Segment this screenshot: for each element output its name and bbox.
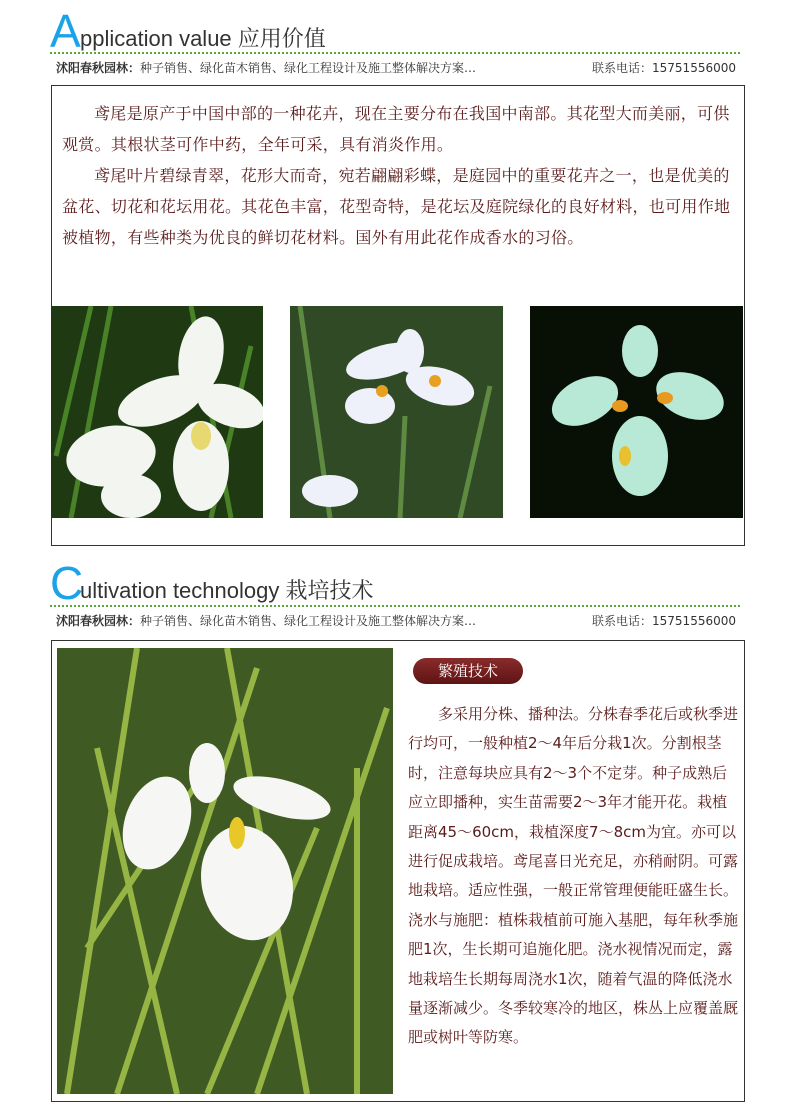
section1-title-en: pplication value [80, 26, 232, 51]
section1-paragraph-2: 鸢尾叶片碧绿青翠，花形大而奇，宛若翩翩彩蝶，是庭园中的重要花卉之一，也是优美的盆花、切花和花坛用花。其花色丰富，花型奇特，是花坛及庭院绿化的良好材料，也可用作地被植物，有些种类为优良的鲜切花材料。国外有用此花作成香水的习俗。 [62, 166, 731, 247]
section1-divider [50, 52, 740, 54]
section2-divider [50, 605, 740, 607]
section2-title-en: ultivation technology [80, 578, 280, 603]
section1-info-bar [52, 57, 740, 77]
section1-company-name: 沭阳春秋园林： [56, 61, 141, 75]
section2-info-bar [52, 610, 740, 630]
section2-title-cn: 栽培技术 [285, 579, 374, 604]
propagation-badge: 繁殖技术 [413, 658, 523, 684]
section2-paragraph: 多采用分株、播种法。分株春季花后或秋季进行均可，一般种植2～4年后分栽1次。分割根茎时，注意每块应具有2～3个不定芽。种子成熟后应立即播种，实生苗需要2～3年才能开花。栽植距离45～60cm，栽植深度7～8cm为宜。亦可以进行促成栽培。鸢尾喜日光充足，亦稍耐阴。可露地栽培。适应性强，一般正常管理便能旺盛生长。浇水与施肥：植株栽植前可施入基肥，每年秋季施肥1次，生长期可追施化肥。浇水视情况而定，露地栽培生长期每周浇水1次，随着气温的降低浇水量逐渐减少。冬季较寒冷的地区，株丛上应覆盖厩肥或树叶等防寒。 [408, 705, 739, 1047]
photo-fringed-iris [290, 306, 503, 518]
photo-blue-iris [530, 306, 743, 518]
section2-title-letter: C [50, 557, 84, 609]
section1-paragraph-1: 鸢尾是原产于中国中部的一种花卉，现在主要分布在我国中南部。其花型大而美丽，可供观赏。其根状茎可作中药，全年可采，具有消炎作用。 [62, 104, 730, 154]
section2-company-desc: 种子销售、绿化苗木销售、绿化工程设计及施工整体解决方案… [140, 614, 477, 628]
section1-title-letter: A [50, 5, 81, 57]
section1-phone: 联系电话：15751556000 [592, 61, 736, 75]
photo-white-iris [51, 306, 263, 518]
section1-company-desc: 种子销售、绿化苗木销售、绿化工程设计及施工整体解决方案… [140, 61, 477, 75]
section1-title-cn: 应用价值 [237, 27, 326, 52]
section2-company-name: 沭阳春秋园林： [56, 614, 141, 628]
section1-title-text [80, 22, 326, 53]
photo-white-iris-large [57, 648, 393, 1094]
section1-company [56, 59, 476, 76]
section2-phone: 联系电话：15751556000 [592, 614, 736, 628]
section2-company [56, 612, 476, 629]
section2-title-text [80, 574, 374, 605]
